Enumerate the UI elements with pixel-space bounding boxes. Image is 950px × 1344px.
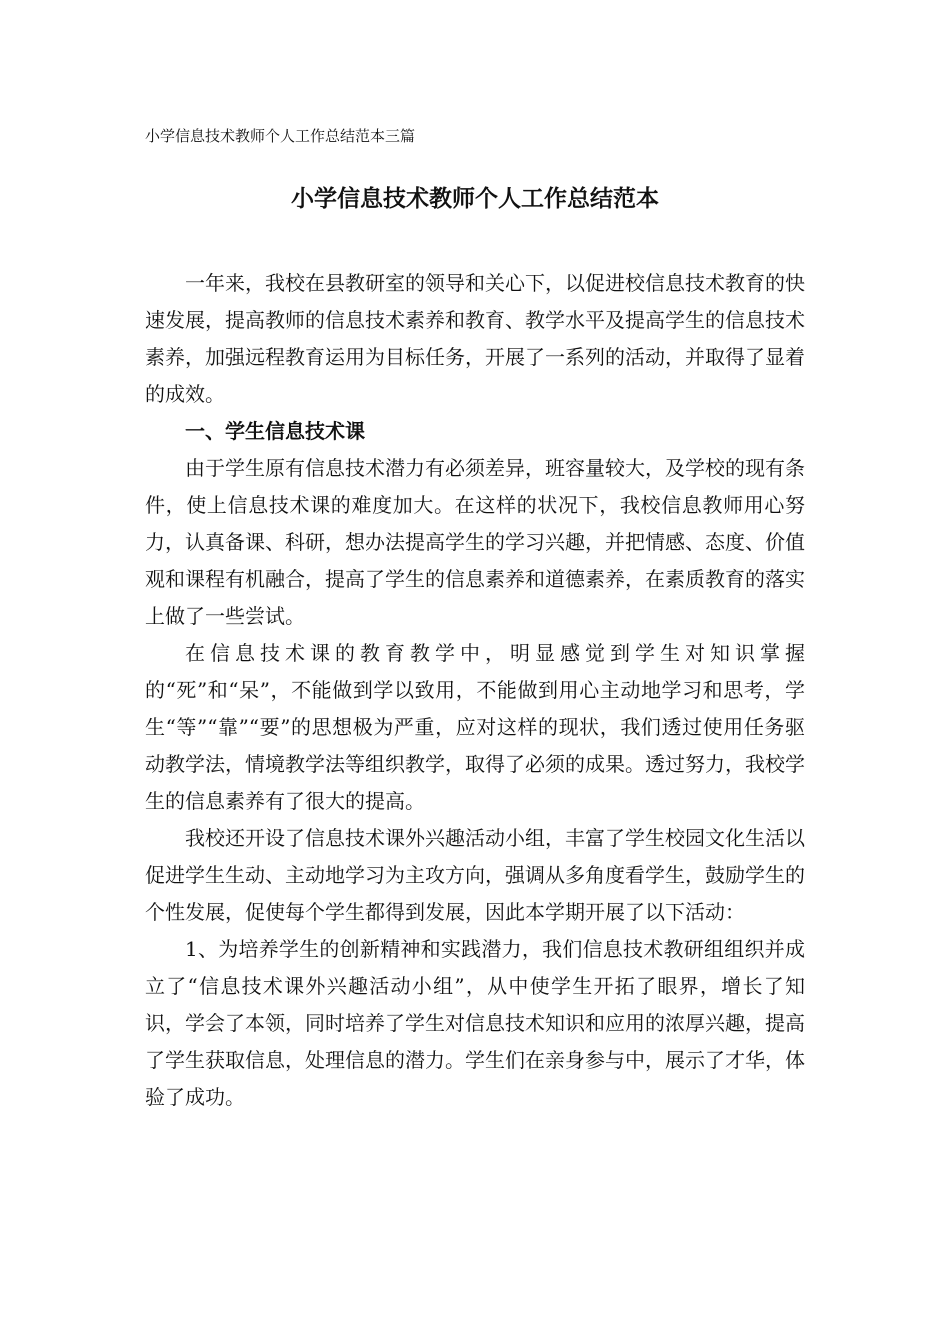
document-title: 小学信息技术教师个人工作总结范本 <box>291 185 659 212</box>
document-body <box>145 265 805 1116</box>
section-heading: 一、学生信息技术课 <box>185 419 365 443</box>
body-paragraph: 在信息技术课的教育教学中，明显感觉到学生对知识掌握的“死”和“呆”，不能做到学以致用，不能做到用心主动地学习和思考，学生“等”“靠”“要”的思想极为严重，应对这样的现状，我们透过使用任务驱动教学法，情境教学法等组织教学，取得了必须的成果。透过努力，我校学生的信息素养有了很大的提高。 <box>145 641 805 813</box>
body-paragraph: 1、为培养学生的创新精神和实践潜力，我们信息技术教研组组织并成立了“信息技术课外兴趣活动小组”，从中使学生开拓了眼界，增长了知识，学会了本领，同时培养了学生对信息技术知识和应用的浓厚兴趣，提高了学生获取信息，处理信息的潜力。学生们在亲身参与中，展示了才华，体验了成功。 <box>145 937 805 1109</box>
running-header: 小学信息技术教师个人工作总结范本三篇 <box>145 127 416 145</box>
body-paragraph: 由于学生原有信息技术潜力有必须差异，班容量较大，及学校的现有条件，使上信息技术课的难度加大。在这样的状况下，我校信息教师用心努力，认真备课、科研，想办法提高学生的学习兴趣，并把情感、态度、价值观和课程有机融合，提高了学生的信息素养和道德素养，在素质教育的落实上做了一些尝试。 <box>145 456 805 628</box>
intro-paragraph: 一年来，我校在县教研室的领导和关心下，以促进校信息技术教育的快速发展，提高教师的信息技术素养和教育、教学水平及提高学生的信息技术素养，加强远程教育运用为目标任务，开展了一系列的活动，并取得了显着的成效。 <box>145 271 805 406</box>
body-paragraph: 我校还开设了信息技术课外兴趣活动小组，丰富了学生校园文化生活以促进学生生动、主动地学习为主攻方向，强调从多角度看学生，鼓励学生的个性发展，促使每个学生都得到发展，因此本学期开展了以下活动： <box>145 826 805 924</box>
